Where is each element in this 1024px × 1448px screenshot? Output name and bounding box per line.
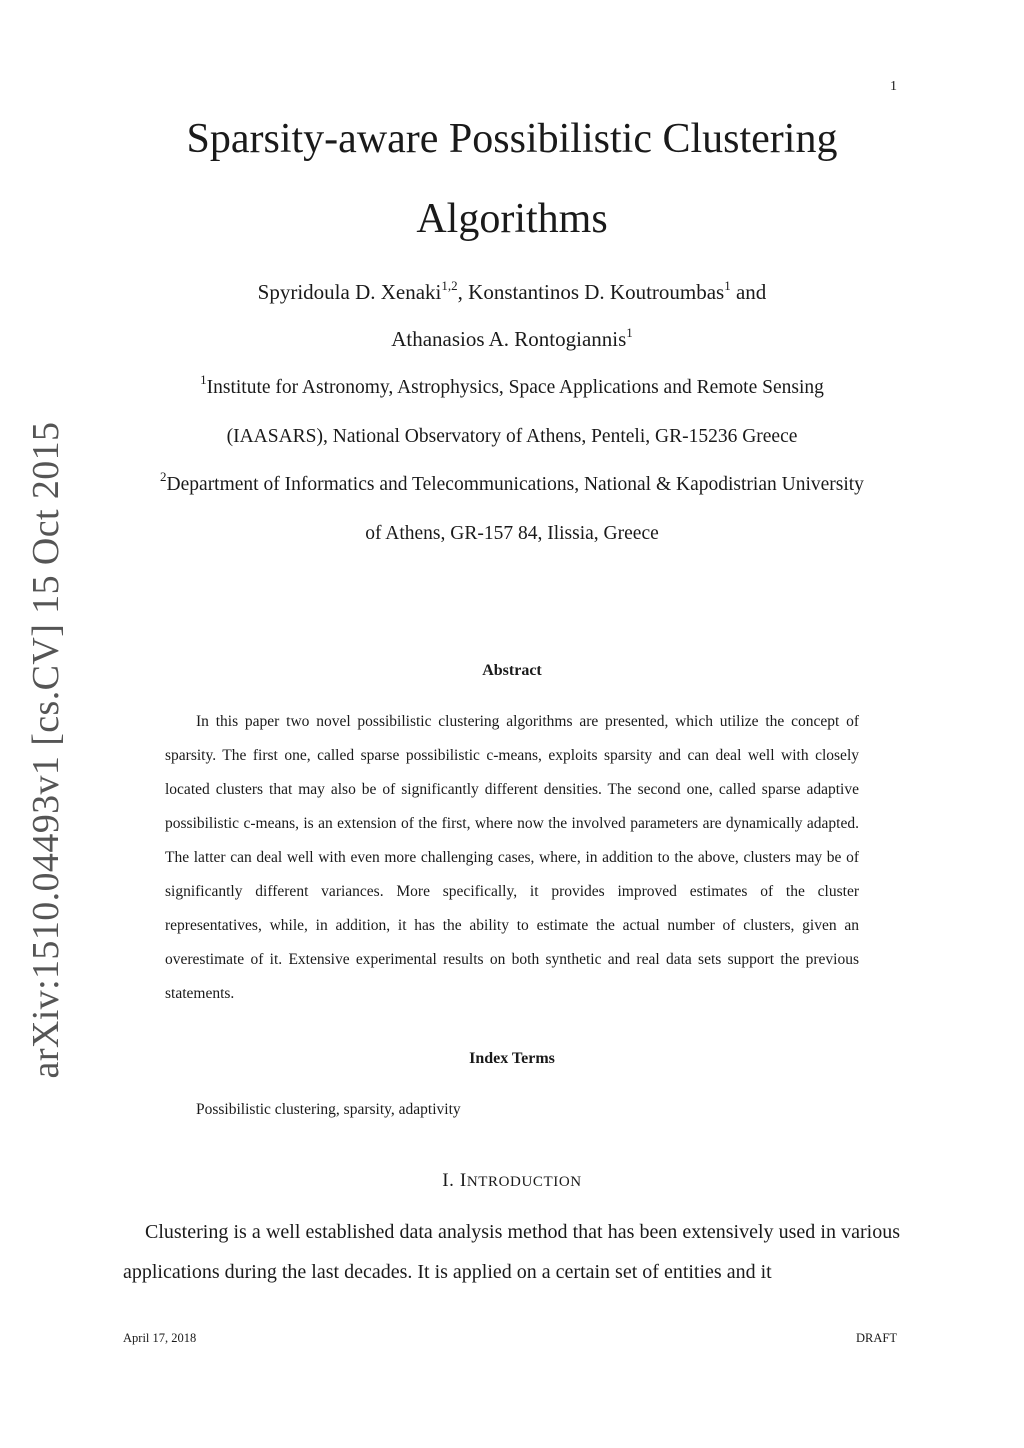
affiliation-mark: 2 xyxy=(160,469,167,484)
author-list-line-1 xyxy=(0,278,1024,304)
author-separator: , xyxy=(457,280,469,304)
affiliation-mark: 1 xyxy=(200,372,207,387)
section-numeral: I. xyxy=(442,1170,460,1191)
author-affiliation-mark: 1,2 xyxy=(441,278,458,293)
page-number: 1 xyxy=(890,79,897,94)
author-name: Konstantinos D. Koutroumbas xyxy=(468,280,725,304)
author-conjunction: and xyxy=(730,280,767,304)
author-name: Spyridoula D. Xenaki xyxy=(257,280,442,304)
paper-title-line-2: Algorithms xyxy=(416,196,608,242)
paper-title-line-1: Sparsity-aware Possibilistic Clustering xyxy=(186,116,838,162)
arxiv-identifier-stamp: arXiv:1510.04493v1 [cs.CV] 15 Oct 2015 xyxy=(25,421,67,1079)
footer-draft-label: DRAFT xyxy=(856,1331,897,1345)
affiliation-text: Institute for Astronomy, Astrophysics, Space Applications and Remote Sensing xyxy=(206,377,824,398)
introduction-text: Clustering is a well established data analysis method that has been extensively used in various applications during the last decades. It is applied on a certain set of entities and it xyxy=(123,1221,900,1283)
introduction-heading xyxy=(0,1171,1024,1190)
author-list-line-2 xyxy=(0,325,1024,351)
affiliation-2-line-1 xyxy=(0,469,1024,495)
author-affiliation-mark: 1 xyxy=(724,278,731,293)
affiliation-1-line-2: (IAASARS), National Observatory of Athens, Penteli, GR-15236 Greece xyxy=(226,426,798,447)
footer-date: April 17, 2018 xyxy=(123,1331,197,1345)
section-title-initial: I xyxy=(459,1170,467,1191)
index-terms-heading: Index Terms xyxy=(469,1050,555,1067)
abstract-heading: Abstract xyxy=(482,662,542,679)
affiliation-2-line-2: of Athens, GR-157 84, Ilissia, Greece xyxy=(365,523,659,544)
index-terms-text: Possibilistic clustering, sparsity, adaptivity xyxy=(196,1101,461,1118)
abstract-text: In this paper two novel possibilistic clustering algorithms are presented, which utilize the concept of sparsity. The first one, called sparse possibilistic c-means, exploits sparsity and can deal well with closely located clusters that may also be of significantly different densities. The second one, called sparse adaptive possibilistic c-means, is an extension of the first, where now the involved parameters are dynamically adapted. The latter can deal well with even more challenging cases, where, in addition to the above, clusters may be of significantly different variances. More specifically, it provides improved estimates of the cluster representatives, while, in addition, it has the ability to estimate the actual number of clusters, given an overestimate of it. Extensive experimental results on both synthetic and real data sets support the previous statements. xyxy=(165,713,859,1002)
section-title-rest: NTRODUCTION xyxy=(466,1174,582,1190)
affiliation-text: Department of Informatics and Telecommunications, National & Kapodistrian University xyxy=(166,474,864,495)
author-name: Athanasios A. Rontogiannis xyxy=(391,327,627,351)
affiliation-1-line-1 xyxy=(0,372,1024,398)
author-affiliation-mark: 1 xyxy=(626,325,633,340)
